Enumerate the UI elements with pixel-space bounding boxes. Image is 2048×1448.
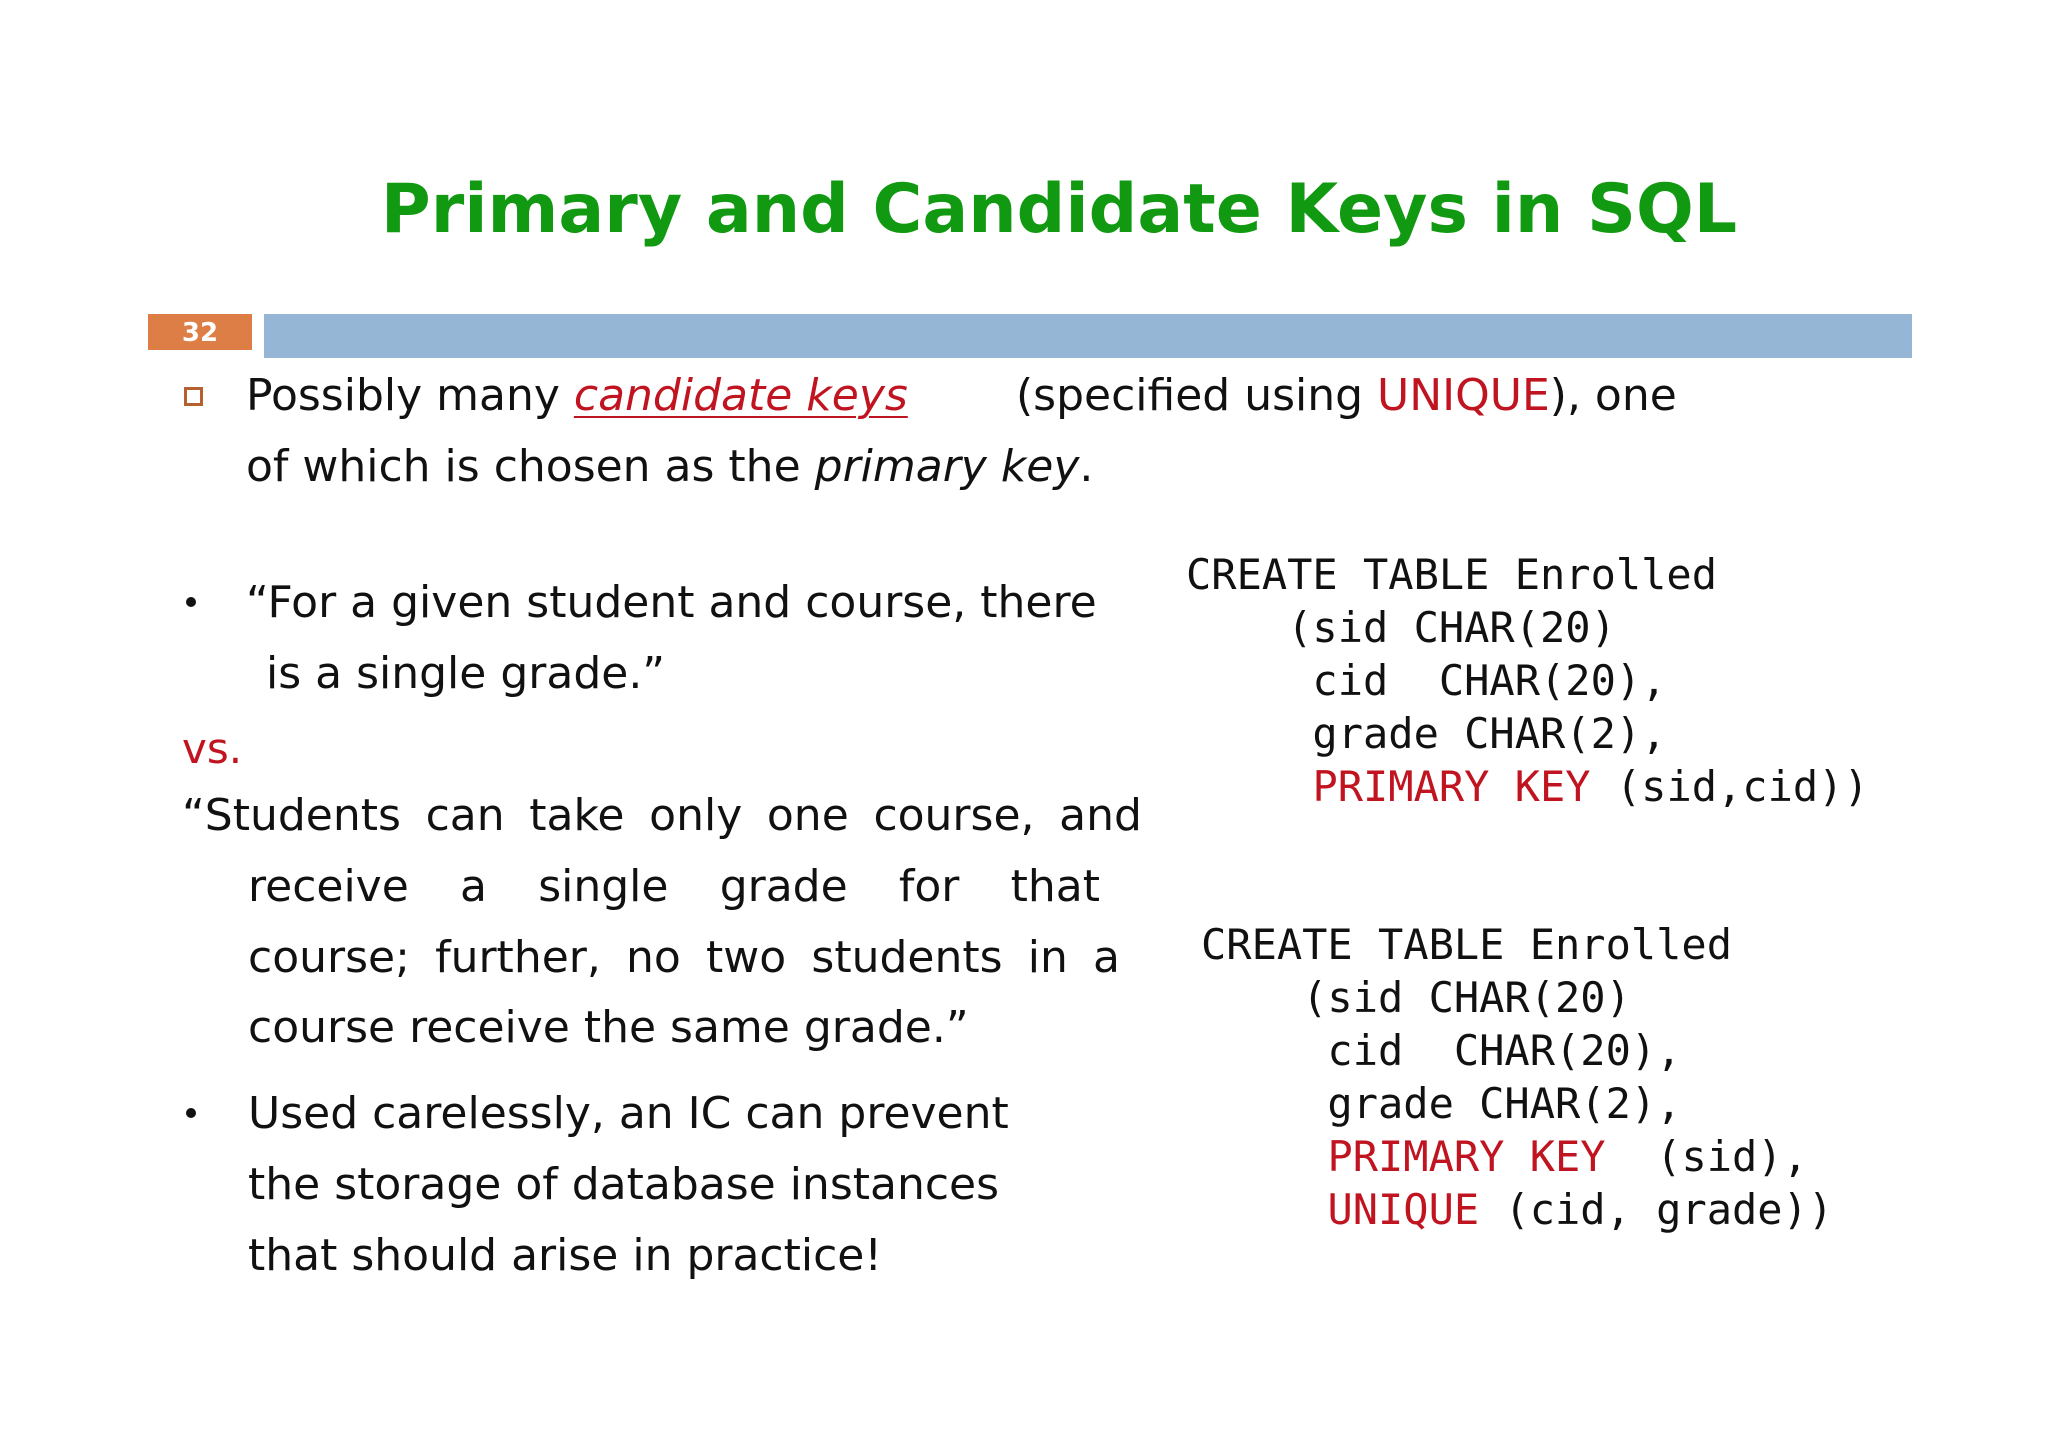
square-bullet-icon [184, 387, 203, 406]
code-line [1201, 1130, 1833, 1183]
code-line: CREATE TABLE Enrolled [1186, 550, 1718, 599]
word: can [425, 790, 505, 841]
word: “Students [182, 790, 401, 841]
bullet-3-line-2: the storage of database instances [248, 1159, 1000, 1210]
slide-number: 32 [148, 314, 252, 350]
unique-keyword: UNIQUE [1377, 370, 1550, 421]
code-line [1201, 1183, 1833, 1236]
bullet-3-line-1: Used carelessly, an IC can prevent [248, 1088, 1009, 1139]
vs-label: vs. [182, 724, 243, 773]
word: and [1059, 790, 1142, 841]
code-line: (sid CHAR(20) [1201, 973, 1631, 1022]
bullet-dot-icon [186, 597, 196, 607]
word: students [811, 932, 1003, 983]
word: grade [719, 861, 848, 912]
code-line: CREATE TABLE Enrolled [1201, 920, 1733, 969]
candidate-keys-link[interactable]: candidate keys [573, 370, 908, 421]
quote-2-line-2 [248, 861, 1100, 912]
primary-key-keyword: PRIMARY KEY [1312, 762, 1591, 811]
header-bar [264, 314, 1912, 358]
code-line: cid CHAR(20), [1186, 656, 1667, 705]
unique-keyword: UNIQUE [1327, 1185, 1480, 1234]
code-text: (cid, grade)) [1479, 1185, 1834, 1234]
word: course, [873, 790, 1035, 841]
word: receive [248, 861, 409, 912]
word: course; [248, 932, 410, 983]
quote-1-line-2: is a single grade.” [266, 648, 666, 699]
code-block-unique [1201, 918, 1833, 1236]
code-line: grade CHAR(2), [1186, 709, 1667, 758]
word: no [626, 932, 681, 983]
word: in [1027, 932, 1068, 983]
bullet-3-line-3: that should arise in practice! [248, 1230, 883, 1281]
code-block-primary-key [1186, 548, 1869, 813]
word: one [766, 790, 849, 841]
code-text: (sid,cid)) [1590, 762, 1869, 811]
bullet-dot-icon [186, 1108, 196, 1118]
bullet-1-line-2-suffix: . [1079, 441, 1094, 492]
word: two [706, 932, 787, 983]
bullet-1-line-1 [246, 370, 908, 421]
word: take [529, 790, 625, 841]
primary-key-term: primary key [814, 441, 1080, 492]
bullet-1-suffix: ), one [1549, 370, 1677, 421]
primary-key-keyword: PRIMARY KEY [1327, 1132, 1606, 1181]
word: only [649, 790, 743, 841]
word: a [460, 861, 487, 912]
quote-2-line-4: course receive the same grade.” [248, 1002, 969, 1053]
bullet-1-line-1-right [1016, 370, 1677, 421]
quote-2-line-3 [248, 932, 1120, 983]
word: a [1093, 932, 1120, 983]
word: single [538, 861, 669, 912]
code-line [1186, 760, 1869, 813]
bullet-1-mid: (specified using [1016, 370, 1378, 421]
word: that [1010, 861, 1100, 912]
bullet-1-prefix: Possibly many [246, 370, 574, 421]
code-line: grade CHAR(2), [1201, 1079, 1682, 1128]
bullet-1-line-2 [246, 441, 1094, 492]
word: further, [435, 932, 601, 983]
quote-2-line-1 [182, 790, 1142, 841]
code-line: (sid CHAR(20) [1186, 603, 1616, 652]
slide-title: Primary and Candidate Keys in SQL [380, 170, 1738, 249]
code-line: cid CHAR(20), [1201, 1026, 1682, 1075]
quote-1-line-1: “For a given student and course, there [246, 577, 1097, 628]
word: for [898, 861, 960, 912]
bullet-1-line-2-prefix: of which is chosen as the [246, 441, 815, 492]
code-text: (sid), [1605, 1132, 1808, 1181]
